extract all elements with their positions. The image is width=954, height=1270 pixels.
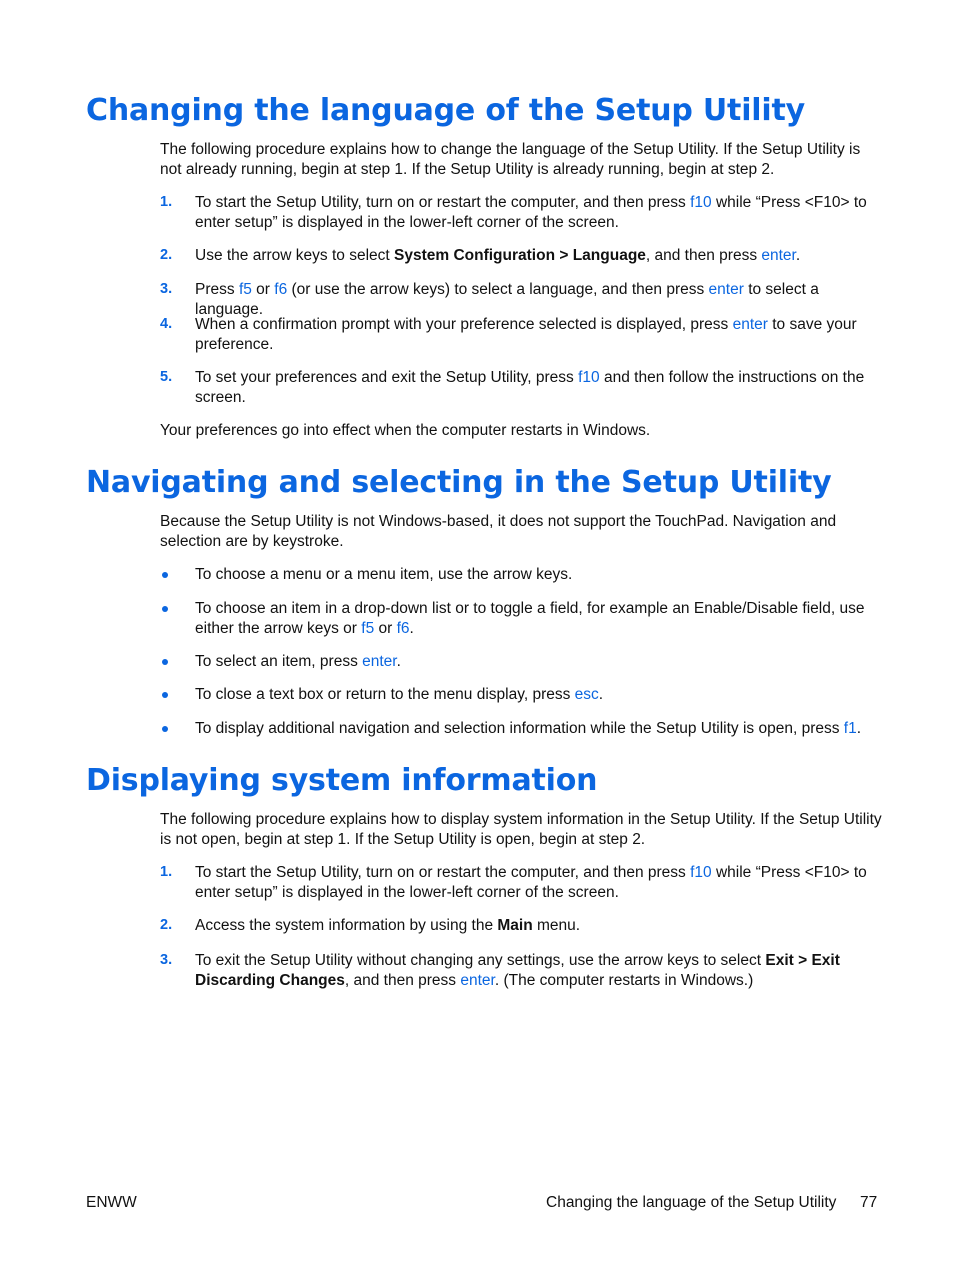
bullet-item (160, 719, 882, 739)
key-f5: f5 (238, 281, 252, 298)
key-f1: f1 (843, 720, 857, 737)
menu-name: Main (497, 917, 533, 934)
section-intro: The following procedure explains how to change the language of the Setup Utility. If the Setup Utility is not already running, begin at step 1. If the Setup Utility is already running, begin at step 2. (160, 141, 861, 178)
bullet-dot-icon (162, 606, 168, 612)
menu-path: System Configuration > Language (394, 247, 646, 264)
key-f10: f10 (690, 864, 712, 881)
key-enter: enter (362, 653, 397, 670)
key-f10: f10 (578, 369, 600, 386)
menu-path: Exit > Exit Discarding Changes (195, 952, 840, 989)
bullet-item (160, 599, 882, 638)
key-enter: enter (460, 971, 495, 989)
section-heading-language: Changing the language of the Setup Utility (86, 93, 805, 128)
key-f10: f10 (690, 194, 712, 211)
bullet-dot-icon (162, 659, 168, 665)
section-heading-system-info: Displaying system information (86, 763, 598, 798)
bullet-item (160, 685, 882, 705)
bullet-text: To display additional navigation and selection information while the Setup Utility is open, press f1. (195, 720, 862, 737)
step-text: To start the Setup Utility, turn on or restart the computer, and then press f10 while “Press <F10> to enter setup” is displayed in the lower-left corner of the screen. (195, 194, 867, 231)
step-text: Press f5 or f6 (or use the arrow keys) to select a language, and then press enter to select a language. (195, 281, 819, 318)
step-number: 4. (160, 316, 173, 332)
step-number: 1. (160, 864, 173, 880)
bullet-text: To choose a menu or a menu item, use the arrow keys. (195, 566, 573, 583)
step-text: To start the Setup Utility, turn on or restart the computer, and then press f10 while “Press <F10> to enter setup” is displayed in the lower-left corner of the screen. (195, 864, 867, 901)
step-text: To set your preferences and exit the Setup Utility, press f10 and then follow the instructions on the screen. (195, 369, 865, 406)
bullet-dot-icon (162, 692, 168, 698)
bullet-dot-icon (162, 726, 168, 732)
step-text: Access the system information by using the Main menu. (195, 917, 581, 934)
key-f6: f6 (396, 619, 410, 637)
step-number: 2. (160, 917, 173, 933)
step-item (160, 951, 882, 990)
bullet-text: To close a text box or return to the menu display, press esc. (195, 686, 604, 703)
page-number: 77 (860, 1194, 878, 1211)
bullet-item (160, 565, 882, 585)
bullet-item (160, 652, 882, 672)
step-item (160, 863, 882, 902)
step-text: Use the arrow keys to select System Configuration > Language, and then press enter. (195, 247, 801, 264)
footer-left-label: ENWW (86, 1194, 137, 1211)
step-item (160, 193, 882, 232)
key-f6: f6 (274, 281, 288, 298)
key-esc: esc (574, 686, 599, 703)
section-outro: Your preferences go into effect when the computer restarts in Windows. (160, 422, 651, 439)
footer-running-title: Changing the language of the Setup Utility (546, 1194, 837, 1211)
bullet-text: To select an item, press enter. (195, 653, 401, 670)
bullet-dot-icon (162, 572, 168, 578)
section-intro: The following procedure explains how to display system information in the Setup Utility. If the Setup Utility is not open, begin at step 1. If the Setup Utility is open, begin at step 2. (160, 811, 882, 848)
section-intro: Because the Setup Utility is not Windows-based, it does not support the TouchPad. Navigation and selection are by keystroke. (160, 513, 837, 550)
key-f5: f5 (361, 619, 375, 637)
step-number: 3. (160, 952, 173, 968)
step-item (160, 280, 882, 319)
step-item (160, 315, 882, 354)
step-item (160, 246, 882, 266)
step-item (160, 916, 882, 936)
step-item (160, 368, 882, 407)
step-number: 5. (160, 369, 173, 385)
bullet-text: To choose an item in a drop-down list or to toggle a field, for example an Enable/Disable field, use either the arrow keys or f5 or f6. (195, 600, 865, 637)
key-enter: enter (708, 281, 744, 298)
step-number: 3. (160, 281, 173, 297)
key-enter: enter (761, 247, 796, 264)
step-text: To exit the Setup Utility without changing any settings, use the arrow keys to select Exit > Exit Discarding Changes, and then press enter. (The computer restarts in Windows.) (195, 952, 840, 989)
step-number: 2. (160, 247, 173, 263)
key-enter: enter (732, 316, 768, 333)
step-text: When a confirmation prompt with your preference selected is displayed, press enter to save your preference. (195, 316, 857, 353)
step-number: 1. (160, 194, 173, 210)
section-heading-navigating: Navigating and selecting in the Setup Utility (86, 465, 832, 500)
